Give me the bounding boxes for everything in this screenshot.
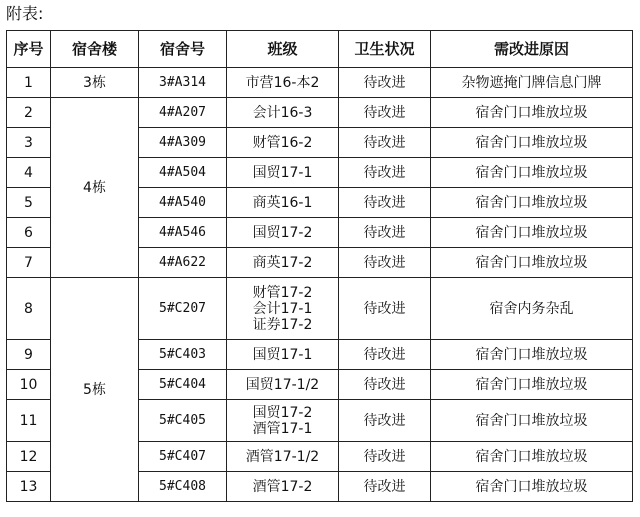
cell-improvement-reason: 宿舍门口堆放垃圾 (431, 188, 633, 218)
cell-dorm-number: 5#C404 (139, 370, 227, 400)
appendix-caption: 附表: (6, 4, 44, 23)
header-class: 班级 (227, 31, 339, 68)
table-row (7, 98, 633, 128)
class-line: 证券17-2 (252, 316, 313, 333)
cell-class: 商英16-1 (227, 188, 339, 218)
cell-improvement-reason: 宿舍门口堆放垃圾 (431, 248, 633, 278)
cell-hygiene-status: 待改进 (339, 472, 431, 502)
cell-class: 国贸17-1/2 (227, 370, 339, 400)
cell-class: 商英17-2 (227, 248, 339, 278)
table-row (7, 278, 633, 340)
dorm-inspection-table (6, 30, 633, 502)
cell-class: 国贸17-1 (227, 158, 339, 188)
cell-hygiene-status: 待改进 (339, 248, 431, 278)
cell-hygiene-status: 待改进 (339, 218, 431, 248)
cell-hygiene-status: 待改进 (339, 442, 431, 472)
cell-improvement-reason: 宿舍门口堆放垃圾 (431, 98, 633, 128)
cell-hygiene-status: 待改进 (339, 400, 431, 442)
cell-dorm-number: 4#A546 (139, 218, 227, 248)
cell-improvement-reason: 宿舍门口堆放垃圾 (431, 370, 633, 400)
cell-improvement-reason: 宿舍内务杂乱 (431, 278, 633, 340)
cell-hygiene-status: 待改进 (339, 340, 431, 370)
cell-dorm-number: 4#A504 (139, 158, 227, 188)
cell-dorm-number: 5#C405 (139, 400, 227, 442)
cell-hygiene-status: 待改进 (339, 68, 431, 98)
cell-serial-number: 8 (7, 278, 51, 340)
cell-dorm-number: 4#A622 (139, 248, 227, 278)
table-row (7, 68, 633, 98)
cell-improvement-reason: 宿舍门口堆放垃圾 (431, 442, 633, 472)
cell-class: 市营16-本2 (227, 68, 339, 98)
cell-improvement-reason: 宿舍门口堆放垃圾 (431, 400, 633, 442)
cell-hygiene-status: 待改进 (339, 158, 431, 188)
cell-improvement-reason: 宿舍门口堆放垃圾 (431, 218, 633, 248)
cell-improvement-reason: 宿舍门口堆放垃圾 (431, 472, 633, 502)
cell-class (227, 400, 339, 442)
cell-class: 会计16-3 (227, 98, 339, 128)
cell-hygiene-status: 待改进 (339, 188, 431, 218)
cell-dorm-building: 5栋 (51, 278, 139, 502)
header-serial-number: 序号 (7, 31, 51, 68)
cell-class: 国贸17-1 (227, 340, 339, 370)
cell-dorm-number: 5#C207 (139, 278, 227, 340)
cell-improvement-reason: 杂物遮掩门牌信息门牌 (431, 68, 633, 98)
cell-serial-number: 4 (7, 158, 51, 188)
cell-dorm-number: 5#C407 (139, 442, 227, 472)
cell-serial-number: 12 (7, 442, 51, 472)
cell-serial-number: 5 (7, 188, 51, 218)
cell-class: 酒管17-2 (227, 472, 339, 502)
cell-serial-number: 11 (7, 400, 51, 442)
cell-hygiene-status: 待改进 (339, 98, 431, 128)
cell-dorm-number: 5#C408 (139, 472, 227, 502)
cell-dorm-number: 4#A309 (139, 128, 227, 158)
cell-improvement-reason: 宿舍门口堆放垃圾 (431, 128, 633, 158)
cell-class: 财管16-2 (227, 128, 339, 158)
cell-serial-number: 7 (7, 248, 51, 278)
cell-dorm-number: 4#A540 (139, 188, 227, 218)
cell-serial-number: 13 (7, 472, 51, 502)
cell-improvement-reason: 宿舍门口堆放垃圾 (431, 340, 633, 370)
cell-serial-number: 2 (7, 98, 51, 128)
cell-dorm-number: 3#A314 (139, 68, 227, 98)
cell-serial-number: 1 (7, 68, 51, 98)
cell-dorm-building: 3栋 (51, 68, 139, 98)
cell-hygiene-status: 待改进 (339, 128, 431, 158)
header-dorm-building: 宿舍楼 (51, 31, 139, 68)
cell-hygiene-status: 待改进 (339, 278, 431, 340)
cell-class (227, 278, 339, 340)
table-header-row (7, 31, 633, 68)
cell-dorm-number: 4#A207 (139, 98, 227, 128)
class-line: 财管17-2 (252, 284, 313, 301)
header-dorm-number: 宿舍号 (139, 31, 227, 68)
cell-class: 国贸17-2 (227, 218, 339, 248)
cell-dorm-number: 5#C403 (139, 340, 227, 370)
cell-serial-number: 9 (7, 340, 51, 370)
cell-hygiene-status: 待改进 (339, 370, 431, 400)
cell-serial-number: 6 (7, 218, 51, 248)
cell-serial-number: 3 (7, 128, 51, 158)
class-line: 酒管17-1 (252, 420, 313, 437)
class-line: 会计17-1 (252, 300, 313, 317)
class-line: 国贸17-2 (252, 404, 313, 421)
cell-serial-number: 10 (7, 370, 51, 400)
cell-improvement-reason: 宿舍门口堆放垃圾 (431, 158, 633, 188)
cell-dorm-building: 4栋 (51, 98, 139, 278)
cell-class: 酒管17-1/2 (227, 442, 339, 472)
header-improvement-reason: 需改进原因 (431, 31, 633, 68)
header-hygiene-status: 卫生状况 (339, 31, 431, 68)
